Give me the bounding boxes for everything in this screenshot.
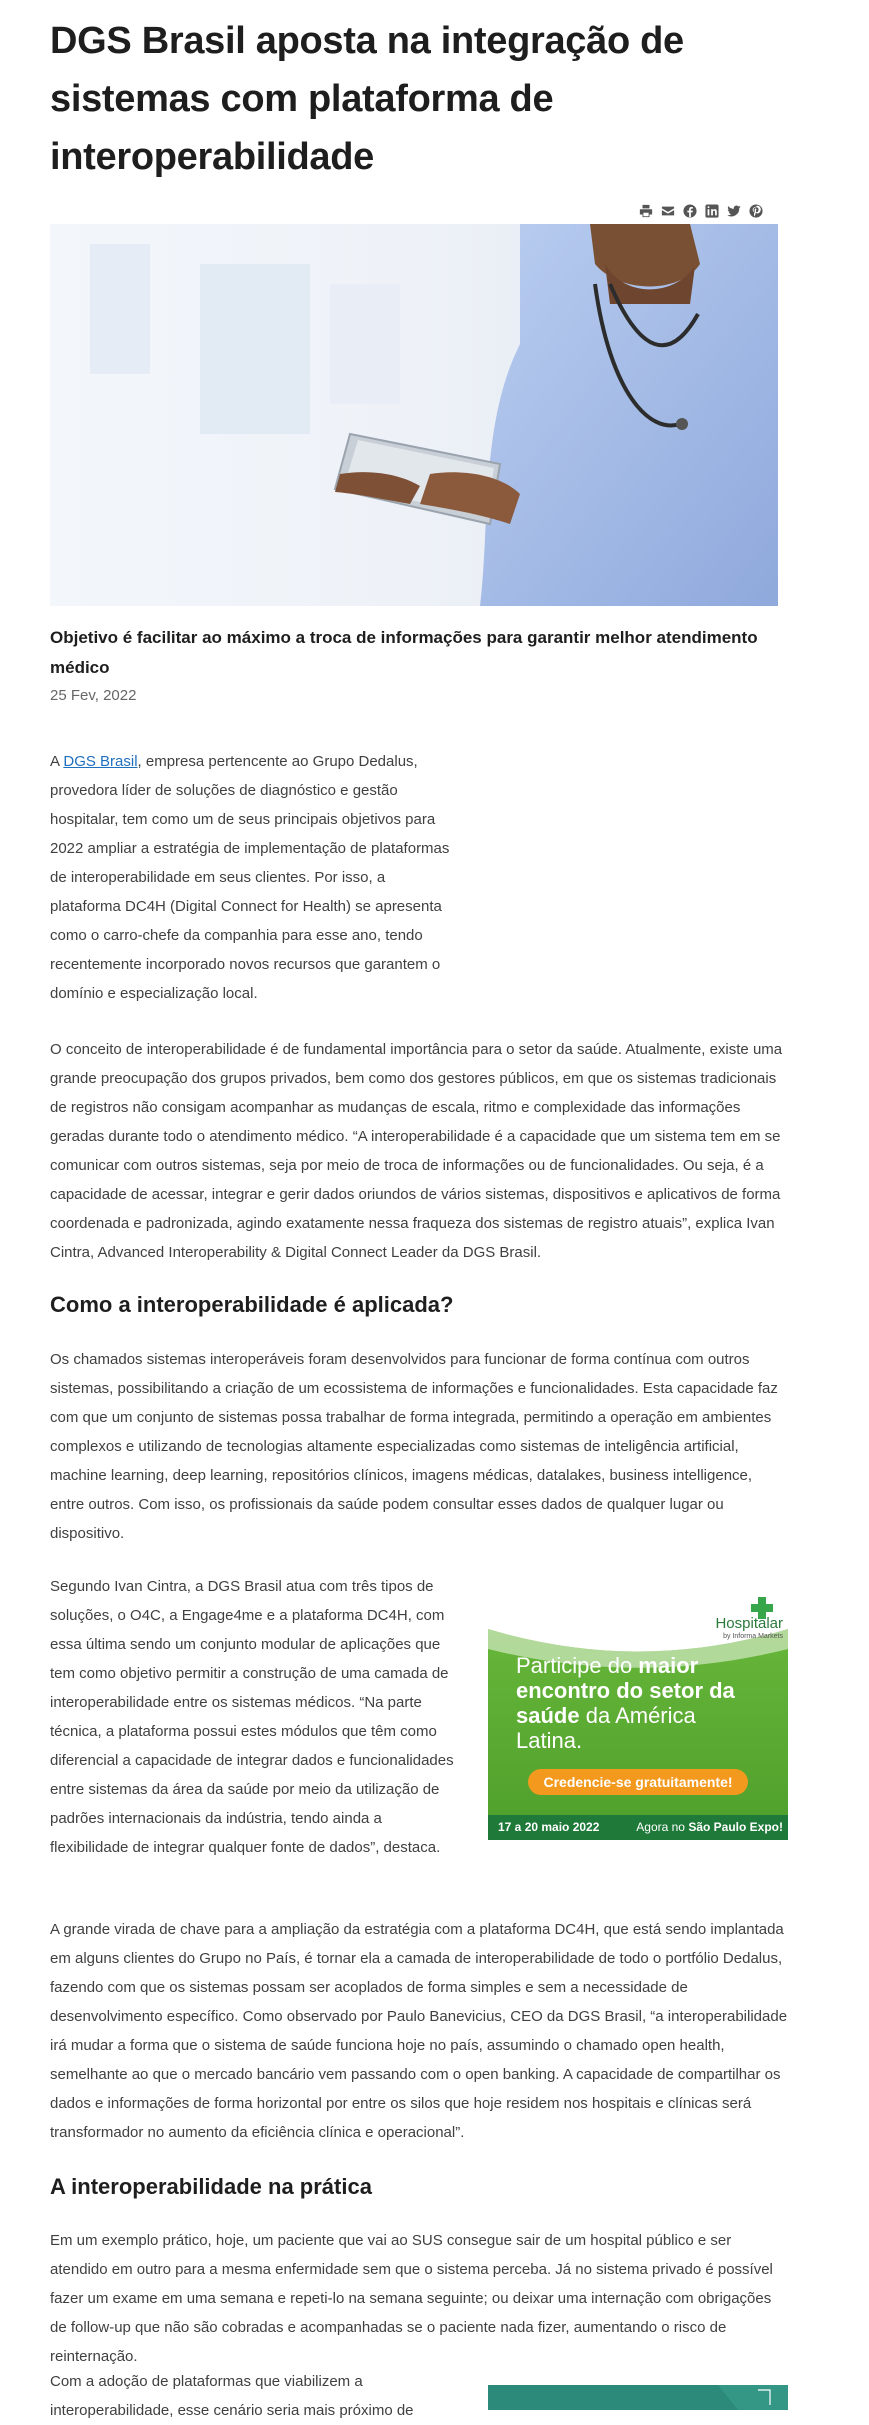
linkedin-icon[interactable]: [703, 202, 721, 220]
print-icon[interactable]: [637, 202, 655, 220]
paragraph-practical-example: Em um exemplo prático, hoje, um paciente que vai ao SUS consegue sair de um hospital público e ser atendido em outro para a mesma enfermidade sem que o sistema perceba. Já no sistema privado é possível fazer um exame em uma semana e repeti-lo na semana seguinte; ou deixar uma internação com obrigações de follow-up que não são cobradas e acompanhadas se o paciente nada fizer, aumentando o risco de reinternação.: [50, 2232, 773, 2365]
ad-line1b: maior: [638, 1653, 699, 1678]
ad-line1a: Participe do: [516, 1653, 639, 1678]
ad-line2: encontro do setor da: [516, 1678, 735, 1703]
ad-dates: 17 a 20 maio 2022: [498, 1820, 600, 1834]
share-toolbar: [637, 202, 765, 220]
intro-prefix: A: [50, 753, 64, 770]
ad-venue-a: Agora no: [636, 1820, 689, 1834]
intro-text: , empresa pertencente ao Grupo Dedalus, provedora líder de soluções de diagnóstico e gestão hospitalar, tem como um de seus principais objetivos para 2022 ampliar a estratégia de implementação de plataformas de interoperabilidade em seus clientes. Por isso, a plataforma DC4H (Digital Connect for Health) se apresenta como o carro-chefe da companhia para esse ano, tendo recentemente incorporado novos recursos que garantem o domínio e especialização local.: [50, 753, 450, 1002]
ad-cta-button[interactable]: Credencie-se gratuitamente!: [543, 1774, 733, 1790]
paragraph-concept: O conceito de interoperabilidade é de fundamental importância para o setor da saúde. Atualmente, existe uma grande preocupação dos grupos privados, bem como dos gestores públicos, em que os sistemas tradicionais de registros não consigam acompanhar as mudanças de escala, ritmo e complexidade das informações geradas durante todo o atendimento médico. “A interoperabilidade é a capacidade que um sistema tem em se comunicar com outros sistemas, seja por meio de troca de informações ou de funcionalidades. Ou seja, é a capacidade de acessar, integrar e gerir dados oriundos de vários sistemas, dispositivos e aplicativos de forma coordenada e padronizada, agindo exatamente nessa fraqueza dos sistemas de registro atuais”, explica Ivan Cintra, Advanced Interoperability & Digital Connect Leader da DGS Brasil.: [50, 1041, 783, 1261]
hospitalar-ad-banner[interactable]: [488, 1589, 788, 1840]
ad-venue: [633, 1820, 783, 1834]
facebook-icon[interactable]: [681, 202, 699, 220]
second-ad-banner[interactable]: [488, 2385, 788, 2410]
dgs-brasil-link[interactable]: DGS Brasil: [63, 753, 138, 770]
section-heading-applied: Como a interoperabilidade é aplicada?: [50, 1292, 454, 1317]
paragraph-intro: [50, 747, 450, 1008]
paragraph-turning-point: A grande virada de chave para a ampliação da estratégia com a plataforma DC4H, que está sendo implantada em alguns clientes do Grupo no País, é tornar ela a camada de interoperabilidade de todo o portfólio Dedalus, fazendo com que os sistemas possam ser acoplados de forma simples e sem a necessidade de desenvolvimento específico. Como observado por Paulo Banevicius, CEO da DGS Brasil, “a interoperabilidade irá mudar a forma que o sistema de saúde funciona hoje no país, assumindo o chamado open health, semelhante ao que o mercado bancário vem passando com o open banking. A capacidade de compartilhar os dados e informações de forma horizontal por entre os silos que hoje residem nos hospitais e clínicas será transformador no aumento da eficiência clínica e operacional”.: [50, 1921, 788, 2141]
ad-line4: Latina.: [516, 1728, 583, 1753]
section-heading-practice: A interoperabilidade na prática: [50, 2174, 372, 2199]
hero-image: [50, 224, 778, 606]
ad-venue-b: São Paulo Expo!: [688, 1820, 783, 1834]
ad-headline: [516, 1653, 776, 1753]
ad-line3b: da América: [579, 1703, 696, 1728]
paragraph-adoption: Com a adoção de plataformas que viabilizem a interoperabilidade, esse cenário seria mais próximo de: [50, 2373, 414, 2419]
ad-line3a: saúde: [516, 1703, 580, 1728]
email-icon[interactable]: [659, 202, 677, 220]
ad-brand: Hospitalar: [715, 1615, 783, 1632]
paragraph-systems: Os chamados sistemas interoperáveis foram desenvolvidos para funcionar de forma contínua com outros sistemas, possibilitando a criação de um ecossistema de informações e funcionalidades. Esta capacidade faz com que um conjunto de sistemas possa trabalhar de forma integrada, permitindo a operação em ambientes complexos e utilizando de tecnologias altamente especializadas como sistemas de inteligência artificial, machine learning, deep learning, repositórios clínicos, imagens médicas, datalakes, business intelligence, entre outros. Com isso, os profissionais da saúde podem consultar esses dados de qualquer lugar ou dispositivo.: [50, 1351, 778, 1542]
pinterest-icon[interactable]: [747, 202, 765, 220]
twitter-icon[interactable]: [725, 202, 743, 220]
ad-brand-sub: by Informa Markets: [723, 1633, 783, 1640]
publish-date: 25 Fev, 2022: [50, 687, 137, 704]
paragraph-solutions: Segundo Ivan Cintra, a DGS Brasil atua com três tipos de soluções, o O4C, a Engage4me e a plataforma DC4H, com essa última sendo um conjunto modular de aplicações que tem como objetivo permitir a construção de uma camada de interoperabilidade entre os sistemas médicos. “Na parte técnica, a plataforma possui estes módulos que têm como diferencial a capacidade de integrar dados e funcionalidades entre sistemas da área da saúde por meio da utilização de padrões internacionais da indústria, tendo ainda a flexibilidade de integrar qualquer fonte de dados”, destaca.: [50, 1578, 454, 1856]
article-title: DGS Brasil aposta na integração de sistemas com plataforma de interoperabilidade: [50, 20, 684, 178]
article-subtitle: Objetivo é facilitar ao máximo a troca de informações para garantir melhor atendimento médico: [50, 628, 758, 677]
